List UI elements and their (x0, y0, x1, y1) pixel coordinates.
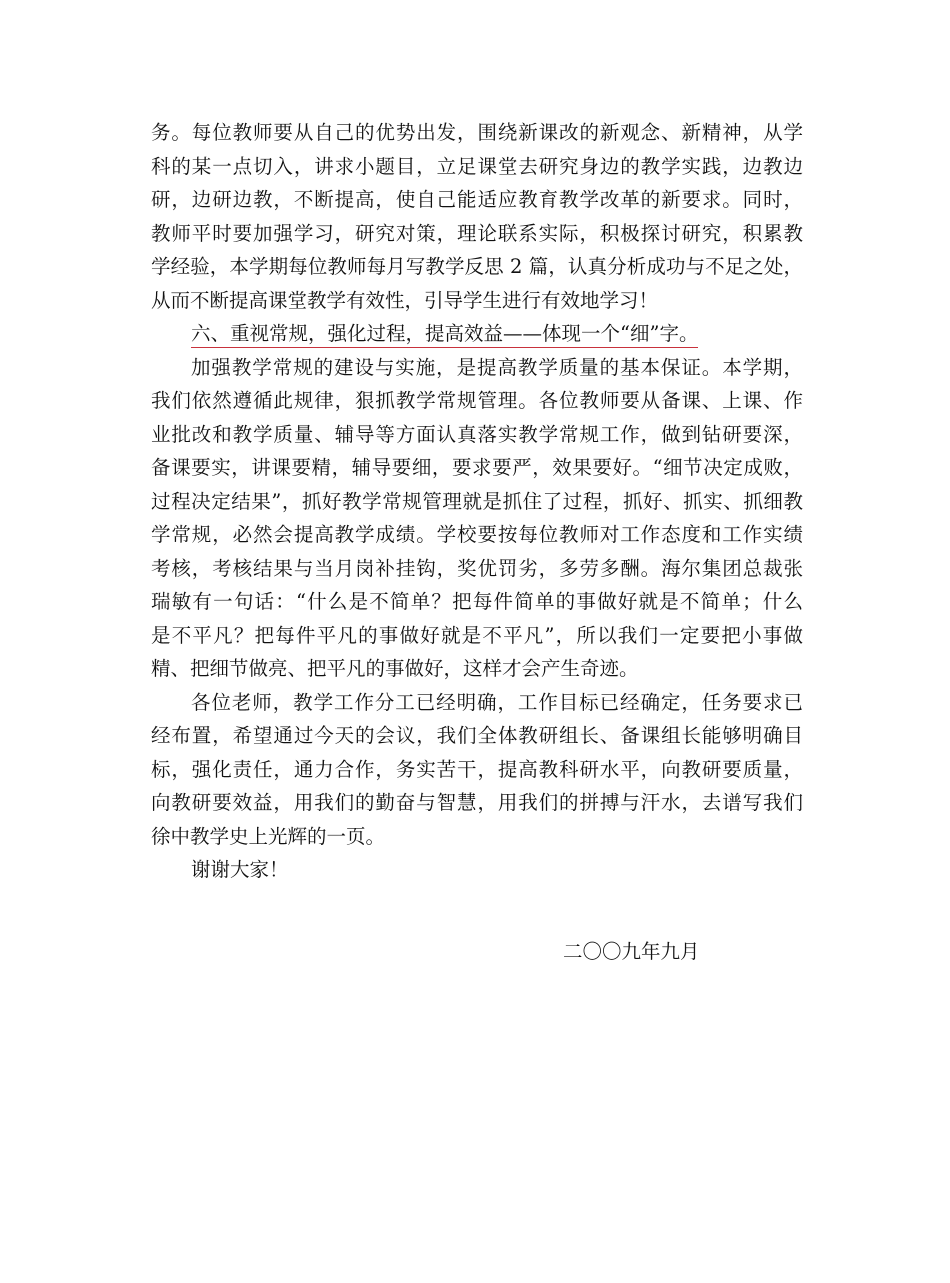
text-line: 科的某一点切入，讲求小题目，立足课堂去研究身边的教学实践，边教边 (151, 154, 803, 178)
paragraph-research-continuation (151, 116, 803, 317)
document-date: 二〇〇九年九月 (563, 940, 700, 963)
text-line: 是不平凡？把每件平凡的事做好就是不平凡”，所以我们一定要把小事做 (151, 623, 803, 647)
text-line: 过程决定结果”，抓好教学常规管理就是抓住了过程，抓好、抓实、抓细教 (151, 489, 803, 513)
text-line: 精、把细节做亮、把平凡的事做好，这样才会产生奇迹。 (151, 657, 639, 680)
text-line: 研，边研边教，不断提高，使自己能适应教育教学改革的新要求。同时， (151, 188, 803, 211)
text-line: 加强教学常规的建设与实施，是提高教学质量的基本保证。本学期， (191, 355, 803, 379)
paragraph-conclusion (151, 686, 803, 854)
text-line: 经布置，希望通过今天的会议，我们全体教研组长、备课组长能够明确目 (151, 724, 803, 747)
text-line: 我们依然遵循此规律，狠抓教学常规管理。各位教师要从备课、上课、作 (151, 389, 803, 412)
text-line: 学经验，本学期每位教师每月写教学反思 2 篇，认真分析成功与不足之处， (151, 255, 803, 278)
text-line: 务。每位教师要从自己的优势出发，围绕新课改的新观念、新精神，从学 (151, 121, 803, 144)
text-line: 徐中教学史上光辉的一页。 (151, 824, 386, 848)
section-heading (151, 317, 803, 351)
document-body (151, 116, 803, 887)
text-line: 考核，考核结果与当月岗补挂钩，奖优罚劣，多劳多酬。海尔集团总裁张 (151, 556, 803, 580)
text-line: 学常规，必然会提高教学成绩。学校要按每位教师对工作态度和工作实绩 (151, 523, 803, 546)
text-line: 业批改和教学质量、辅导等方面认真落实教学常规工作，做到钻研要深， (151, 422, 803, 446)
text-line: 备课要实，讲课要精，辅导要细，要求要严，效果要好。“细节决定成败， (151, 456, 803, 479)
text-line: 从而不断提高课堂教学有效性，引导学生进行有效地学习！ (151, 288, 659, 312)
text-line: 标，强化责任，通力合作，务实苦干，提高教科研水平，向教研要质量， (151, 757, 803, 781)
section-heading-text: 六、重视常规，强化过程，提高效益——体现一个“细”字。 (191, 322, 698, 348)
paragraph-teaching-routine (151, 351, 803, 686)
text-line: 向教研要效益，用我们的勤奋与智慧，用我们的拼搏与汗水，去谱写我们 (151, 791, 803, 814)
text-line: 教师平时要加强学习，研究对策，理论联系实际，积极探讨研究，积累教 (151, 221, 803, 245)
closing-thanks: 谢谢大家！ (191, 858, 289, 881)
text-line: 瑞敏有一句话：“什么是不简单？把每件简单的事做好就是不简单；什么 (151, 590, 803, 613)
text-line: 各位老师，教学工作分工已经明确，工作目标已经确定，任务要求已 (191, 690, 803, 714)
